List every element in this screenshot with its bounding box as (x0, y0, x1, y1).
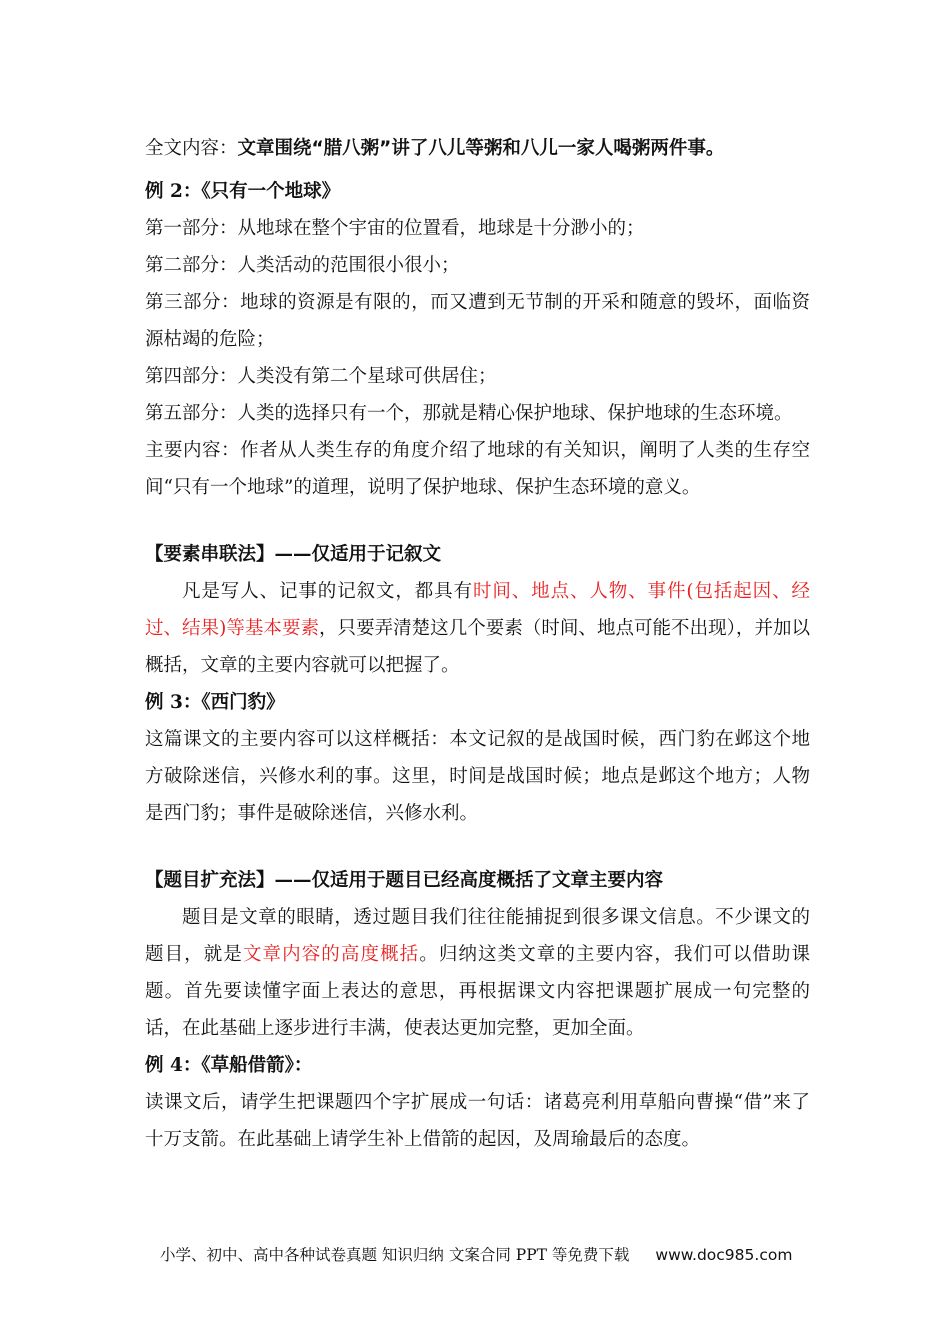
footer-url: www.doc985.com (655, 1246, 793, 1264)
page-footer (160, 1243, 800, 1265)
method-1-text-a: 凡是写人、记事的记叙文，都具有 (182, 581, 473, 602)
method-2-highlight: 文章内容的高度概括 (242, 944, 420, 965)
example-2-part-5: 第五部分：人类的选择只有一个，那就是精心保护地球、保护地球的生态环境。 (145, 403, 793, 424)
example-2-title: 例 2：《只有一个地球》 (145, 181, 341, 202)
example-4-text: 读课文后，请学生把课题四个字扩展成一句话：诸葛亮利用草船向曹操“借”来了十万支箭。在此基础上请学生补上借箭的起因，及周瑜最后的态度。 (145, 1092, 810, 1150)
example-2-main-content: 主要内容：作者从人类生存的角度介绍了地球的有关知识，阐明了人类的生存空间“只有一个地球”的道理，说明了保护地球、保护生态环境的意义。 (145, 440, 810, 498)
method-1-highlight: 时间、地点、人物、事件(包括起因、经过、结果)等基本要素 (145, 581, 810, 639)
method-2-text-a: 题目是文章的眼睛，透过题目我们往往能捕捉到很多课文信息。不少课文的题目，就是 (145, 907, 810, 965)
example-3-title: 例 3：《西门豹》 (145, 692, 285, 713)
example-2-part-3: 第三部分：地球的资源是有限的，而又遭到无节制的开采和随意的毁坏，面临资源枯竭的危险； (145, 292, 810, 350)
summary-text: 文章围绕“腊八粥”讲了八儿等粥和八儿一家人喝粥两件事。 (237, 138, 725, 159)
footer-text: 小学、初中、高中各种试卷真题 知识归纳 文案合同 PPT 等免费下载 (160, 1246, 630, 1264)
example-4-title: 例 4：《草船借箭》： (145, 1055, 313, 1076)
example-3-text: 这篇课文的主要内容可以这样概括：本文记叙的是战国时候，西门豹在邺这个地方破除迷信，兴修水利的事。这里，时间是战国时候；地点是邺这个地方；人物是西门豹；事件是破除迷信，兴修水利。 (145, 729, 810, 824)
summary-label: 全文内容： (145, 138, 238, 159)
method-2-heading: 【题目扩充法】——仅适用于题目已经高度概括了文章主要内容 (145, 870, 664, 891)
method-2-paragraph (145, 899, 810, 1047)
example-2-part-1: 第一部分：从地球在整个宇宙的位置看，地球是十分渺小的； (145, 218, 645, 239)
document-body (145, 130, 810, 1158)
summary-line (145, 130, 810, 167)
example-2-part-4: 第四部分：人类没有第二个星球可供居住； (145, 366, 497, 387)
example-2-part-2: 第二部分：人类活动的范围很小很小； (145, 255, 460, 276)
method-1-text-b: ，只要弄清楚这几个要素（时间、地点可能不出现），并加以概括，文章的主要内容就可以把握了。 (145, 618, 811, 676)
method-2-text-b: 。归纳这类文章的主要内容，我们可以借助课题。首先要读懂字面上表达的意思，再根据课文内容把课题扩展成一句完整的话，在此基础上逐步进行丰满，使表达更加完整，更加全面。 (145, 944, 810, 1039)
method-1-paragraph (145, 573, 810, 684)
method-1-heading: 【要素串联法】——仅适用于记叙文 (145, 544, 442, 565)
